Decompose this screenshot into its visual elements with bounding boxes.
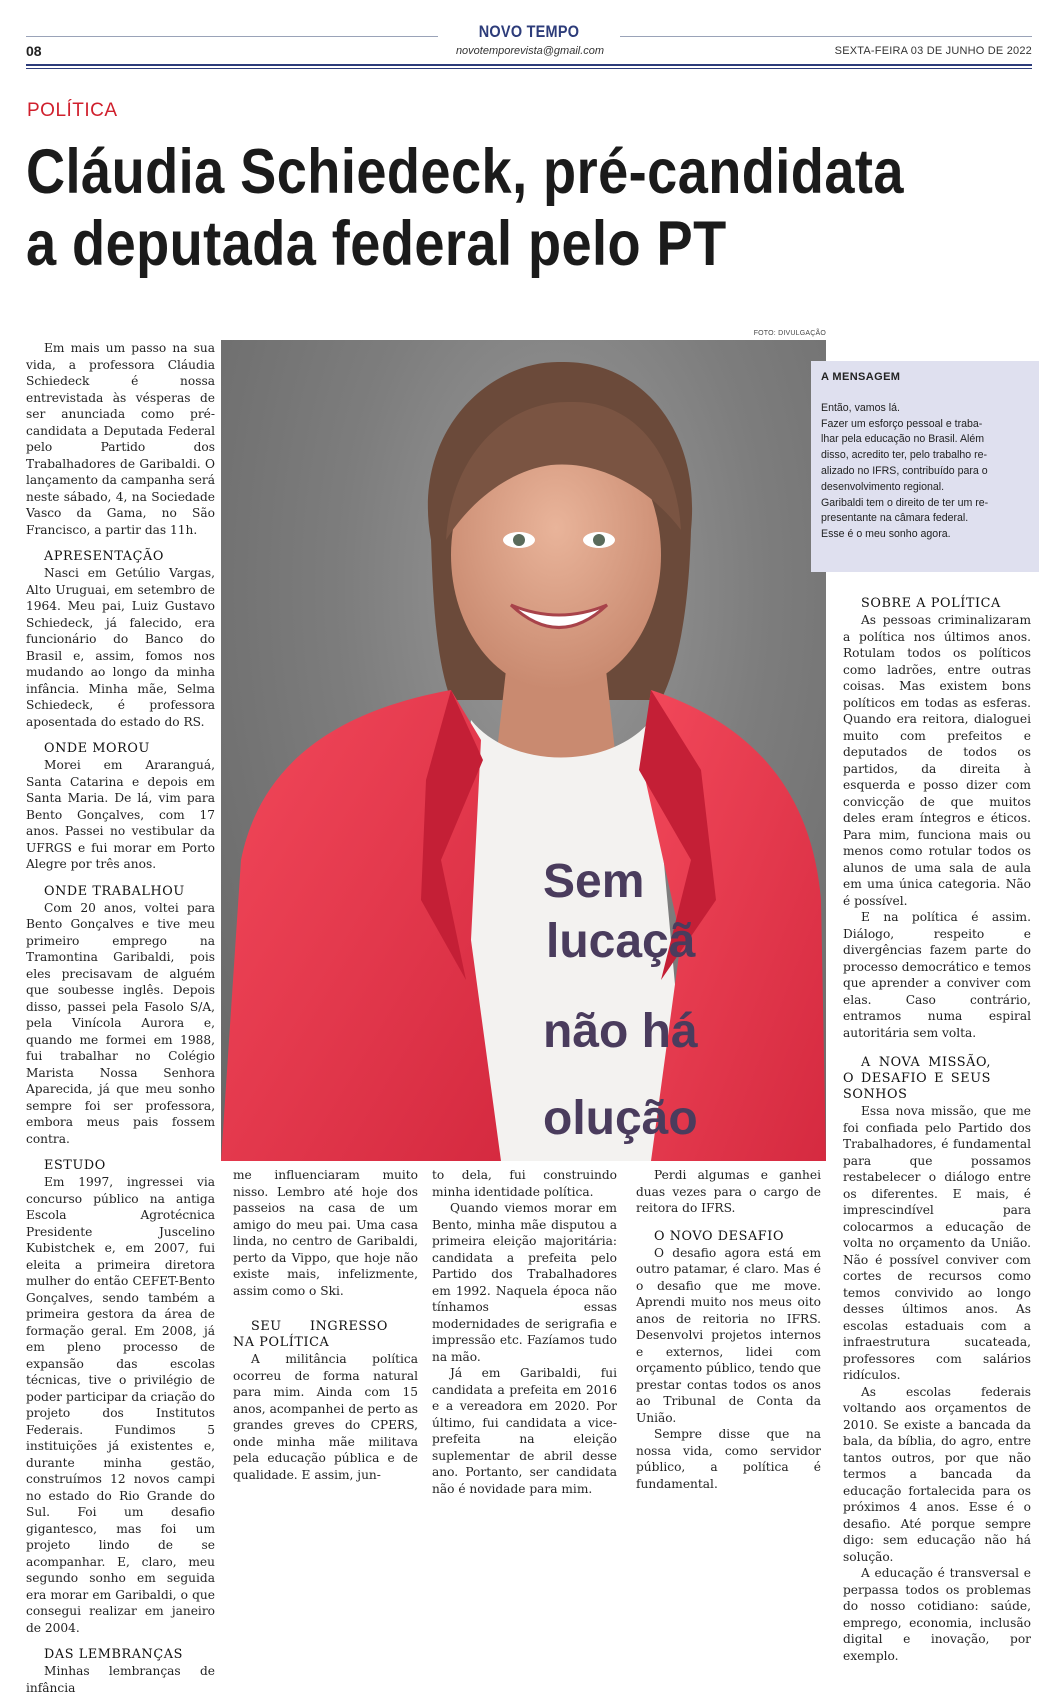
message-line: Esse é o meu sonho agora. (821, 528, 951, 541)
paragraph-lembrancas-start: Minhas lembranças de infância (26, 1664, 215, 1695)
subhead-lembrancas: DAS LEMBRANÇAS (44, 1647, 183, 1662)
portrait-illustration (221, 340, 826, 1161)
paragraph-missao-1: Essa nova missão, que me foi confiada pelo Partido dos Trabalhadores, é fundamental para que possamos restabelecer o diálogo entre os diferentes. E mais, é imprescindível para colocarmos a educação de volta no orçamento da União. Não é possível conviver com cortes de recursos como temos convivido ao longo desses últimos anos. As escolas estaduais com a infraestrutura sucateada, professores com salários ridículos. (843, 1104, 1031, 1382)
message-box-title: A MENSAGEM (821, 371, 901, 383)
paragraph-estudo: Em 1997, ingressei via concurso público na antiga Escola Agrotécnica Presidente Juscelino Kubistchek e, em 2007, fui eleita a primeira diretora mulher do então CEFET-Bento Gonçalves, sendo também a primeira gestora da área de formação geral. Em 2008, já em pleno processo de expansão das escolas técnicas, tive o privilégio de poder participar da criação do projeto dos Institutos Federais. Fundimos 5 instituições já existentes e, durante minha gestão, construímos 12 novos campi no estado do Rio Grande do Sul. Foi um desafio gigantesco, mas foi um projeto lindo de se acompanhar. E, claro, meu segundo sonho em seguida era morar em Garibaldi, o que consegui realizar em janeiro de 2004. (26, 1175, 215, 1635)
paragraph-sobre-2: E na política é assim. Diálogo, respeito e divergências fazem parte do processo democrático e temos que aprender a conviver com elas. Caso contrário, entramos numa espiral autoritária sem volta. (843, 910, 1031, 1040)
paragraph-desafio-2: Sempre disse que na nossa vida, como servidor público, a política é fundamental. (636, 1427, 821, 1491)
message-line: desenvolvimento regional. (821, 480, 945, 493)
paragraph-ingresso-3: Quando viemos morar em Bento, minha mãe disputou a primeira eleição majoritária: candidata a prefeita pelo Partido dos Trabalhadores em 1992. Naquela época não tínhamos essas modernidades de serigrafia e impressão etc. Fazíamos tudo na mão. (432, 1201, 617, 1364)
subhead-sobre-politica: SOBRE A POLÍTICA (861, 596, 1001, 611)
photo-credit: FOTO: DIVULGAÇÃO (753, 330, 826, 337)
article-column-3 (432, 1167, 617, 1497)
page-number: 08 (26, 43, 42, 59)
header-rule-left (26, 36, 438, 37)
headline-line-2: a deputada federal pelo PT (26, 209, 727, 279)
paragraph-ingresso-4: Já em Garibaldi, fui candidata a prefeita em 2016 e a vereadora em 2020. Por último, fui candidata a vice-prefeita na eleição suplementar de abril desse ano. Portanto, ser candidata não é novidade para mim. (432, 1366, 617, 1496)
paragraph-lembrancas-cont: me influenciaram muito nisso. Lembro até hoje dos passeios na casa de um amigo do meu pai. Uma casa linda, no centro de Garibaldi, perto da Vippo, que hoje não existe mais, infelizmente, assim como o Ski. (233, 1168, 418, 1298)
paragraph-onde-trabalhou: Com 20 anos, voltei para Bento Gonçalves e tive meu primeiro emprego na Tramontina Garibaldi, pois eles precisavam de alguém que soubesse inglês. Depois disso, passei pela Fasolo S/A, pela Vinícola Aurora e, quando me formei em 1988, fui trabalhar no Colégio Marista Nossa Senhora Aparecida, já que meu sonho sempre foi ser professora, embora meus pais fossem contra. (26, 900, 215, 1146)
header-rule-right (620, 36, 1032, 37)
shirt-text-line-4: olução (543, 1092, 698, 1145)
paragraph-missao-3: A educação é transversal e perpassa todos os problemas do nosso cotidiano: saúde, emprego, economia, inclusão digital e inovação, por exemplo. (843, 1566, 1031, 1663)
message-line: Garibaldi tem o direito de ter um re- (821, 496, 989, 509)
subhead-onde-morou: ONDE MOROU (44, 741, 150, 756)
newspaper-email: novotemporevista@gmail.com (455, 45, 605, 57)
message-line: presentante na câmara federal. (821, 512, 969, 525)
paragraph-ingresso-1: A militância política ocorreu de forma natural para mim. Ainda com 15 anos, acompanhei de perto as grandes greves do CPERS, onde minha mãe militava pela educação pública e de qualidade. E assim, jun- (233, 1352, 418, 1482)
header-divider-thin (26, 68, 1032, 69)
message-line: disso, acredito ter, pelo trabalho re- (821, 449, 988, 462)
article-column-5 (843, 596, 1031, 1664)
section-label: POLÍTICA (27, 100, 118, 121)
shirt-text-line-3: não há (543, 1005, 698, 1058)
shirt-text-line-1: Sem (543, 855, 645, 908)
newspaper-brand: NOVO TEMPO (478, 22, 580, 41)
shirt-text-line-2: lucaçã (546, 915, 696, 968)
subhead-onde-trabalhou: ONDE TRABALHOU (44, 883, 185, 899)
paragraph-apresentacao: Nasci em Getúlio Vargas, Alto Uruguai, em setembro de 1964. Meu pai, Luiz Gustavo Schiedeck, já falecido, era funcionário do Banco do Brasil e, assim, fomos nos mudando ao longo da minha infância. Minha mãe, Selma Schiedeck, é professora aposentada do estado do RS. (26, 566, 215, 729)
portrait-photo (221, 340, 826, 1161)
issue-date: SEXTA-FEIRA 03 DE JUNHO DE 2022 (834, 45, 1032, 57)
paragraph-ingresso-5: Perdi algumas e ganhei duas vezes para o cargo de reitora do IFRS. (636, 1168, 821, 1215)
paragraph-sobre-1: As pessoas criminalizaram a política nos últimos anos. Rotulam todos os políticos como ladrões, entre outras coisas. Mas existem bons políticos em todas as esferas. Quando era reitora, dialoguei muito com prefeitos e deputados de todos os partidos, da direita à esquerda e posso dizer com convicção de que muitos deles eram íntegros e éticos. Para mim, funciona mais ou menos como rotular todos os alunos de uma sala de aula em uma única categoria. Não é possível. (843, 613, 1031, 908)
article-column-4 (636, 1167, 821, 1492)
paragraph-missao-2: As escolas federais voltando aos orçamentos de 2010. Se existe a bancada da bala, da bíblia, do agro, entre tantos outros, por que não termos a bancada da educação fortalecida para os próximos 4 anos. Esse é o desafio. Até porque sempre digo: sem educação não há solução. (843, 1384, 1031, 1564)
message-line: Então, vamos lá. (821, 401, 900, 414)
header-divider (26, 64, 1032, 66)
paragraph-ingresso-2: to dela, fui construindo minha identidade política. (432, 1168, 617, 1199)
subhead-novo-desafio: O NOVO DESAFIO (654, 1228, 785, 1244)
article-column-2 (233, 1167, 418, 1483)
paragraph-onde-morou: Morei em Araranguá, Santa Catarina e depois em Santa Maria. De lá, vim para Bento Gonçalves, com 17 anos. Passei no vestibular da UFRGS e fui morar em Porto Alegre por três anos. (26, 758, 215, 871)
headline (26, 136, 1036, 280)
message-line: Fazer um esforço pessoal e traba- (821, 417, 983, 430)
intro-paragraph: Em mais um passo na sua vida, a professora Cláudia Schiedeck é nossa entrevistada às vésperas de ser anunciada como pré-candidata a Deputada Federal pelo Partido dos Trabalhadores de Garibaldi. O lançamento da campanha será neste sábado, 4, na Sociedade Vasco da Gama, no São Francisco, a partir das 11h. (26, 341, 215, 537)
subhead-apresentacao: APRESENTAÇÃO (44, 549, 164, 564)
subhead-nova-missao: A NOVA MISSÃO, O DESAFIO E SEUS SONHOS (843, 1055, 991, 1102)
message-box (811, 361, 1039, 572)
message-line: lhar pela educação no Brasil. Além (821, 433, 985, 446)
paragraph-desafio-1: O desafio agora está em outro patamar, é claro. Mas é o desafio que me move. Aprendi muito nos meus oito anos de reitoria no IFRS. Desenvolvi projetos internos e externos, lidei com orçamento público, tendo que prestar contas todos os anos ao Tribunal de Conta da União. (636, 1245, 821, 1425)
subhead-ingresso: SEU INGRESSO NA POLÍTICA (233, 1319, 388, 1350)
headline-line-1: Cláudia Schiedeck, pré-candidata (26, 137, 904, 207)
article-column-1 (26, 340, 215, 1696)
subhead-estudo: ESTUDO (44, 1158, 106, 1173)
message-line: alizado no IFRS, contribuído para o (821, 464, 988, 477)
